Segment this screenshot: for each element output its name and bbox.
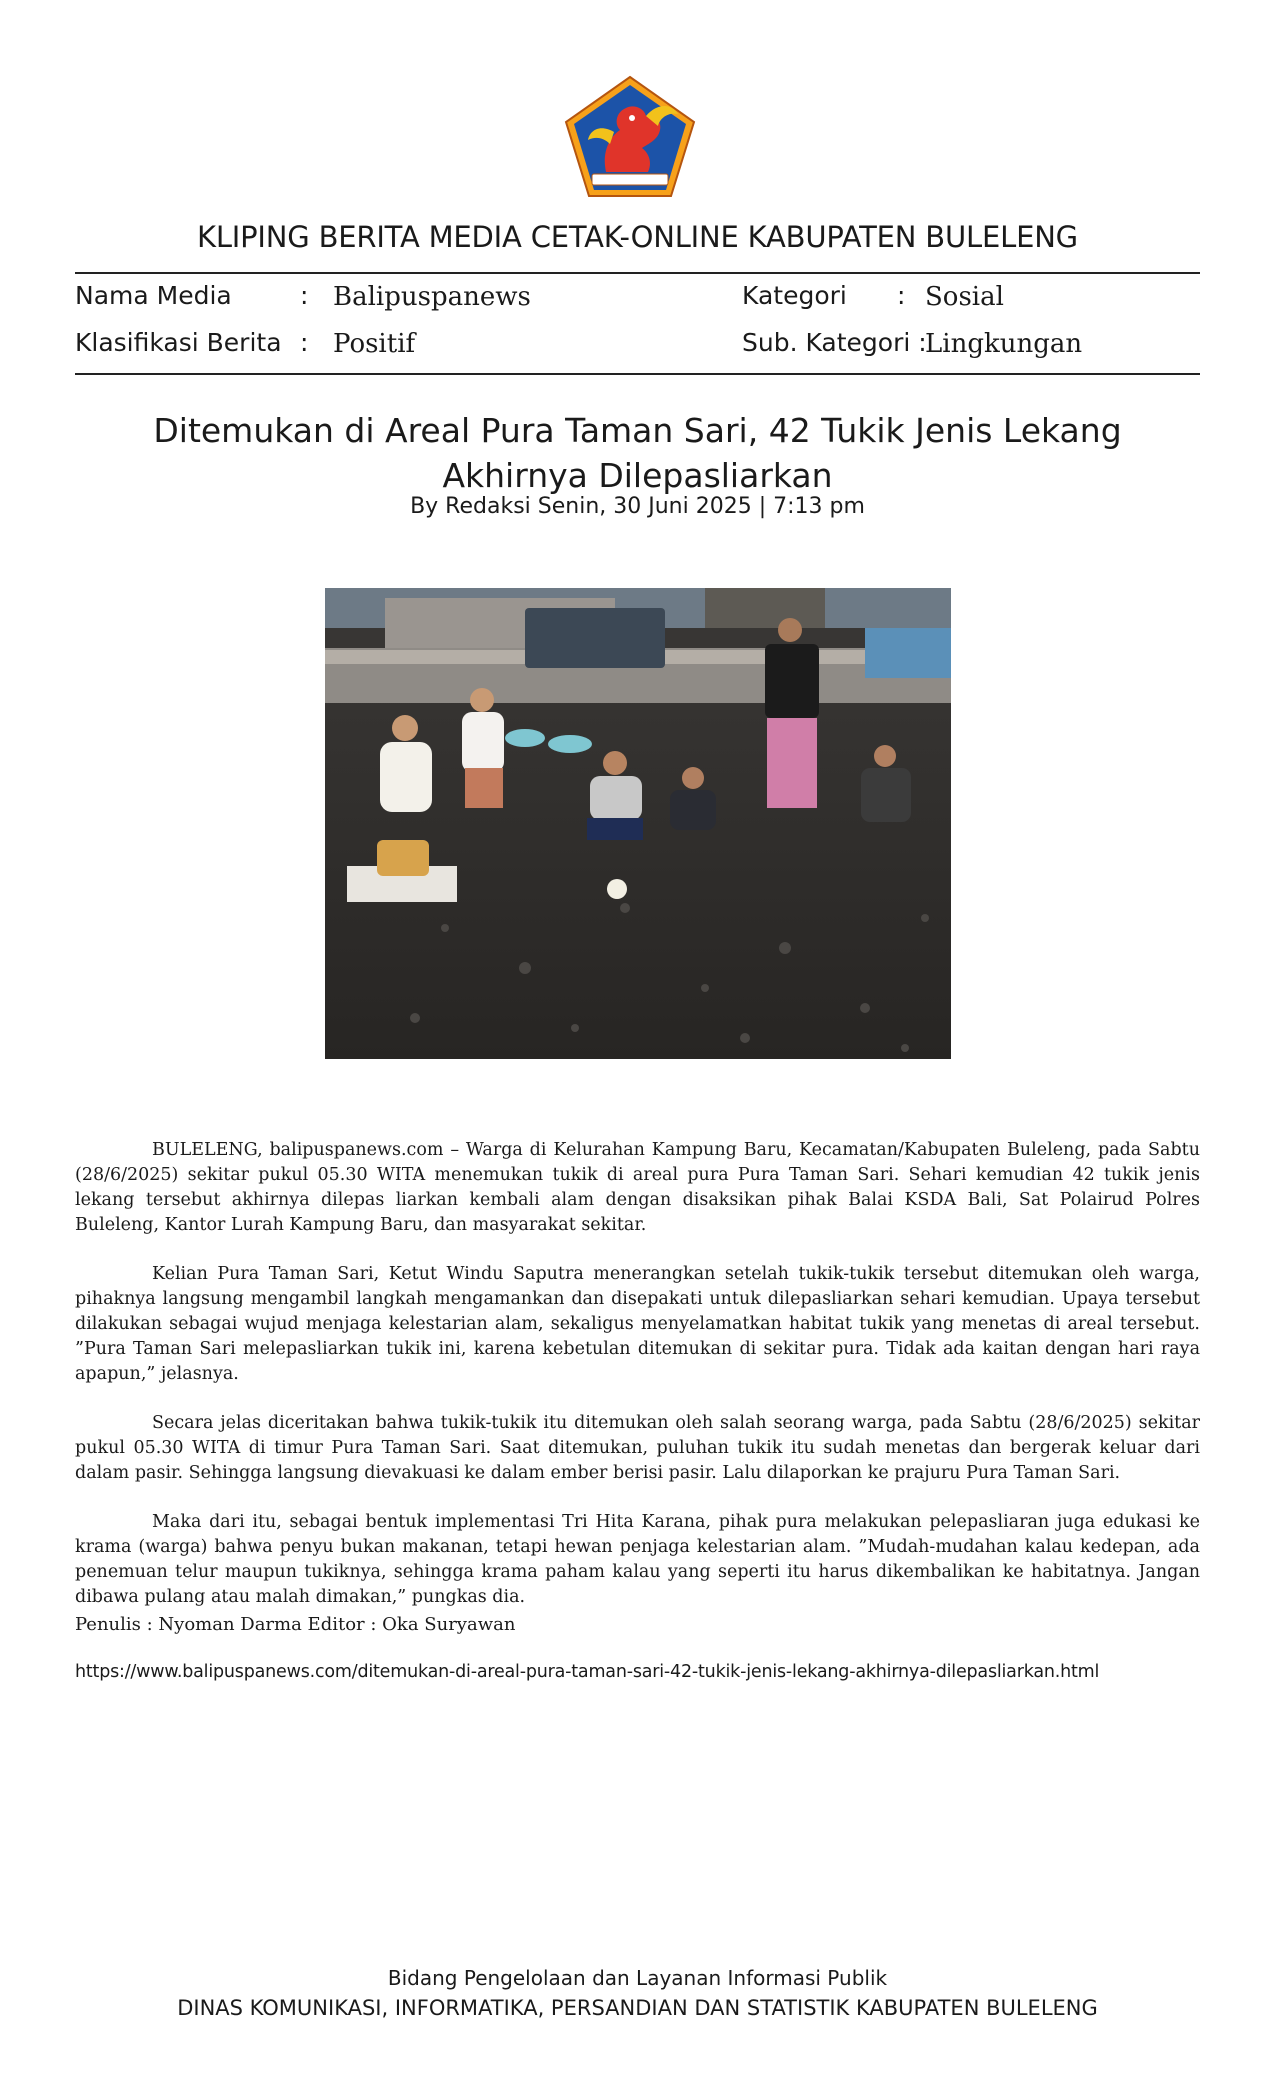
footer-department: Bidang Pengelolaan dan Layanan Informasi Publik xyxy=(387,1966,888,1990)
article-paragraph: Kelian Pura Taman Sari, Ketut Windu Saputra menerangkan setelah tukik-tukik tersebut ditemukan oleh warga, pihaknya langsung mengambil langkah mengamankan dan disepakati untuk dilepasliarkan sehari kemudian. Upaya tersebut dilakukan sebagai wujud menjaga kelestarian alam, sekaligus menyelamatkan habitat tukik yang menetas di areal tersebut. ”Pura Taman Sari melepasliarkan tukik ini, karena kebetulan ditemukan di sekitar pura. Tidak ada kaitan dengan hari raya apapun,” jelasnya. xyxy=(75,1264,1200,1384)
klasifikasi-colon: : xyxy=(300,328,309,357)
article-photo xyxy=(325,588,951,1059)
sub-kategori-value: Lingkungan xyxy=(925,329,1083,359)
article-headline xyxy=(140,408,1135,498)
kategori-label: Kategori xyxy=(742,281,847,310)
klasifikasi-label: Klasifikasi Berita xyxy=(75,328,282,357)
source-url-link[interactable]: https://www.balipuspanews.com/ditemukan-di-areal-pura-taman-sari-42-tukik-jenis-lekang-akhirnya-dilepasliarkan.html xyxy=(75,1662,1100,1682)
author-editor-credit: Penulis : Nyoman Darma Editor : Oka Suryawan xyxy=(75,1614,516,1635)
kategori-colon: : xyxy=(897,281,906,310)
article-paragraph: Secara jelas diceritakan bahwa tukik-tukik itu ditemukan oleh salah seorang warga, pada Sabtu (28/6/2025) sekitar pukul 05.30 WITA di timur Pura Taman Sari. Saat ditemukan, puluhan tukik itu sudah menetas dan bergerak keluar dari dalam pasir. Sehingga langsung dievakuasi ke dalam ember berisi pasir. Lalu dilaporkan ke prajuru Pura Taman Sari. xyxy=(75,1413,1200,1483)
divider-bottom xyxy=(75,373,1200,375)
divider-top xyxy=(75,272,1200,274)
article-paragraph: Maka dari itu, sebagai bentuk implementasi Tri Hita Karana, pihak pura melakukan pelepasliaran juga edukasi ke krama (warga) bahwa penyu bukan makanan, tetapi hewan penjaga kelestarian alam. ”Mudah-mudahan kalau kedepan, ada penemuan telur maupun tukiknya, sehingga krama paham kalau yang seperti itu harus dikembalikan ke habitatnya. Jangan dibawa pulang atau malah dimakan,” pungkas dia. xyxy=(75,1512,1200,1607)
buleleng-regency-seal-icon xyxy=(562,74,698,200)
klasifikasi-value: Positif xyxy=(333,329,416,359)
article-byline: By Redaksi Senin, 30 Juni 2025 | 7:13 pm xyxy=(410,494,865,519)
footer-agency: DINAS KOMUNIKASI, INFORMATIKA, PERSANDIAN DAN STATISTIK KABUPATEN BULELENG xyxy=(177,1996,1098,2020)
news-photo-turtle-release-icon xyxy=(325,588,951,1059)
article-paragraph: BULELENG, balipuspanews.com – Warga di Kelurahan Kampung Baru, Kecamatan/Kabupaten Buleleng, pada Sabtu (28/6/2025) sekitar pukul 05.30 WITA menemukan tukik di areal pura Pura Taman Sari. Sehari kemudian 42 tukik jenis lekang tersebut akhirnya dilepas liarkan kembali alam dengan disaksikan pihak Balai KSDA Bali, Sat Polairud Polres Buleleng, Kantor Lurah Kampung Baru, dan masyarakat sekitar. xyxy=(75,1140,1200,1235)
nama-media-label: Nama Media xyxy=(75,281,232,310)
regency-logo xyxy=(562,74,698,200)
nama-media-colon: : xyxy=(300,281,309,310)
article-body xyxy=(75,1138,1200,1634)
page-title: KLIPING BERITA MEDIA CETAK-ONLINE KABUPATEN BULELENG xyxy=(197,220,1078,254)
headline-line-1: Ditemukan di Areal Pura Taman Sari, 42 Tukik Jenis Lekang xyxy=(153,411,1122,450)
headline-line-2: Akhirnya Dilepasliarkan xyxy=(442,456,833,495)
sub-kategori-label: Sub. Kategori : xyxy=(742,328,927,357)
nama-media-value: Balipuspanews xyxy=(333,282,531,312)
kategori-value: Sosial xyxy=(925,282,1004,312)
